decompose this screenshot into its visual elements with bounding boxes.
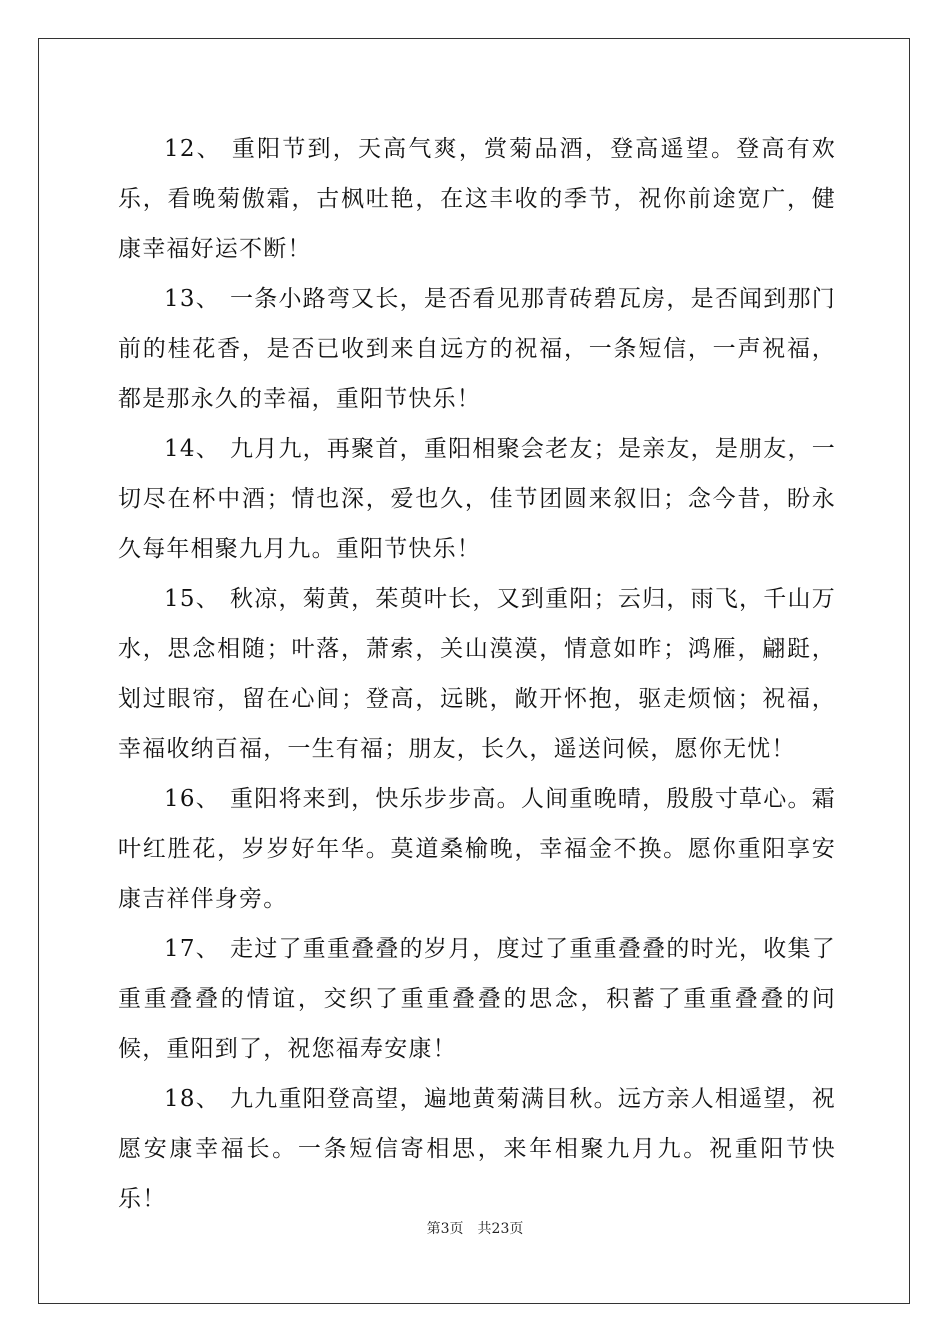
item-number: 17、	[164, 936, 220, 962]
item-text: 秋凉，菊黄，茱萸叶长，又到重阳；云归，雨飞，千山万水，思念相随；叶落，萧索，关山漠漠，情意如昨；鸿雁，翩跹，划过眼帘，留在心间；登高，远眺，敞开怀抱，驱走烦恼；祝福，幸福收纳百福，一生有福；朋友，长久，遥送问候，愿你无忧！	[118, 586, 836, 762]
item-number: 18、	[164, 1086, 220, 1112]
item-text: 重阳节到，天高气爽，赏菊品酒，登高遥望。登高有欢乐，看晚菊傲霜，古枫吐艳，在这丰收的季节，祝你前途宽广，健康幸福好运不断！	[118, 136, 836, 262]
paragraph-15	[118, 574, 836, 774]
paragraph-16	[118, 774, 836, 924]
paragraph-12	[118, 124, 836, 274]
paragraph-17	[118, 924, 836, 1074]
item-text: 走过了重重叠叠的岁月，度过了重重叠叠的时光，收集了重重叠叠的情谊，交织了重重叠叠的思念，积蓄了重重叠叠的问候，重阳到了，祝您福寿安康！	[118, 936, 836, 1062]
page-total: 共23页	[477, 1221, 524, 1237]
item-text: 一条小路弯又长，是否看见那青砖碧瓦房，是否闻到那门前的桂花香，是否已收到来自远方的祝福，一条短信，一声祝福，都是那永久的幸福，重阳节快乐！	[118, 286, 836, 412]
paragraph-18	[118, 1074, 836, 1224]
item-number: 14、	[164, 436, 220, 462]
page-footer	[0, 1218, 950, 1238]
document-body	[118, 124, 836, 1224]
item-number: 13、	[164, 286, 220, 312]
page-number: 第3页	[426, 1221, 464, 1237]
item-number: 12、	[164, 136, 222, 162]
item-text: 重阳将来到，快乐步步高。人间重晚晴，殷殷寸草心。霜叶红胜花，岁岁好年华。莫道桑榆晚，幸福金不换。愿你重阳享安康吉祥伴身旁。	[118, 786, 836, 912]
item-text: 九九重阳登高望，遍地黄菊满目秋。远方亲人相遥望，祝愿安康幸福长。一条短信寄相思，来年相聚九月九。祝重阳节快乐！	[118, 1086, 836, 1212]
item-number: 16、	[164, 786, 220, 812]
item-number: 15、	[164, 586, 220, 612]
paragraph-13	[118, 274, 836, 424]
paragraph-14	[118, 424, 836, 574]
item-text: 九月九，再聚首，重阳相聚会老友；是亲友，是朋友，一切尽在杯中酒；情也深，爱也久，佳节团圆来叙旧；念今昔，盼永久每年相聚九月九。重阳节快乐！	[118, 436, 836, 562]
